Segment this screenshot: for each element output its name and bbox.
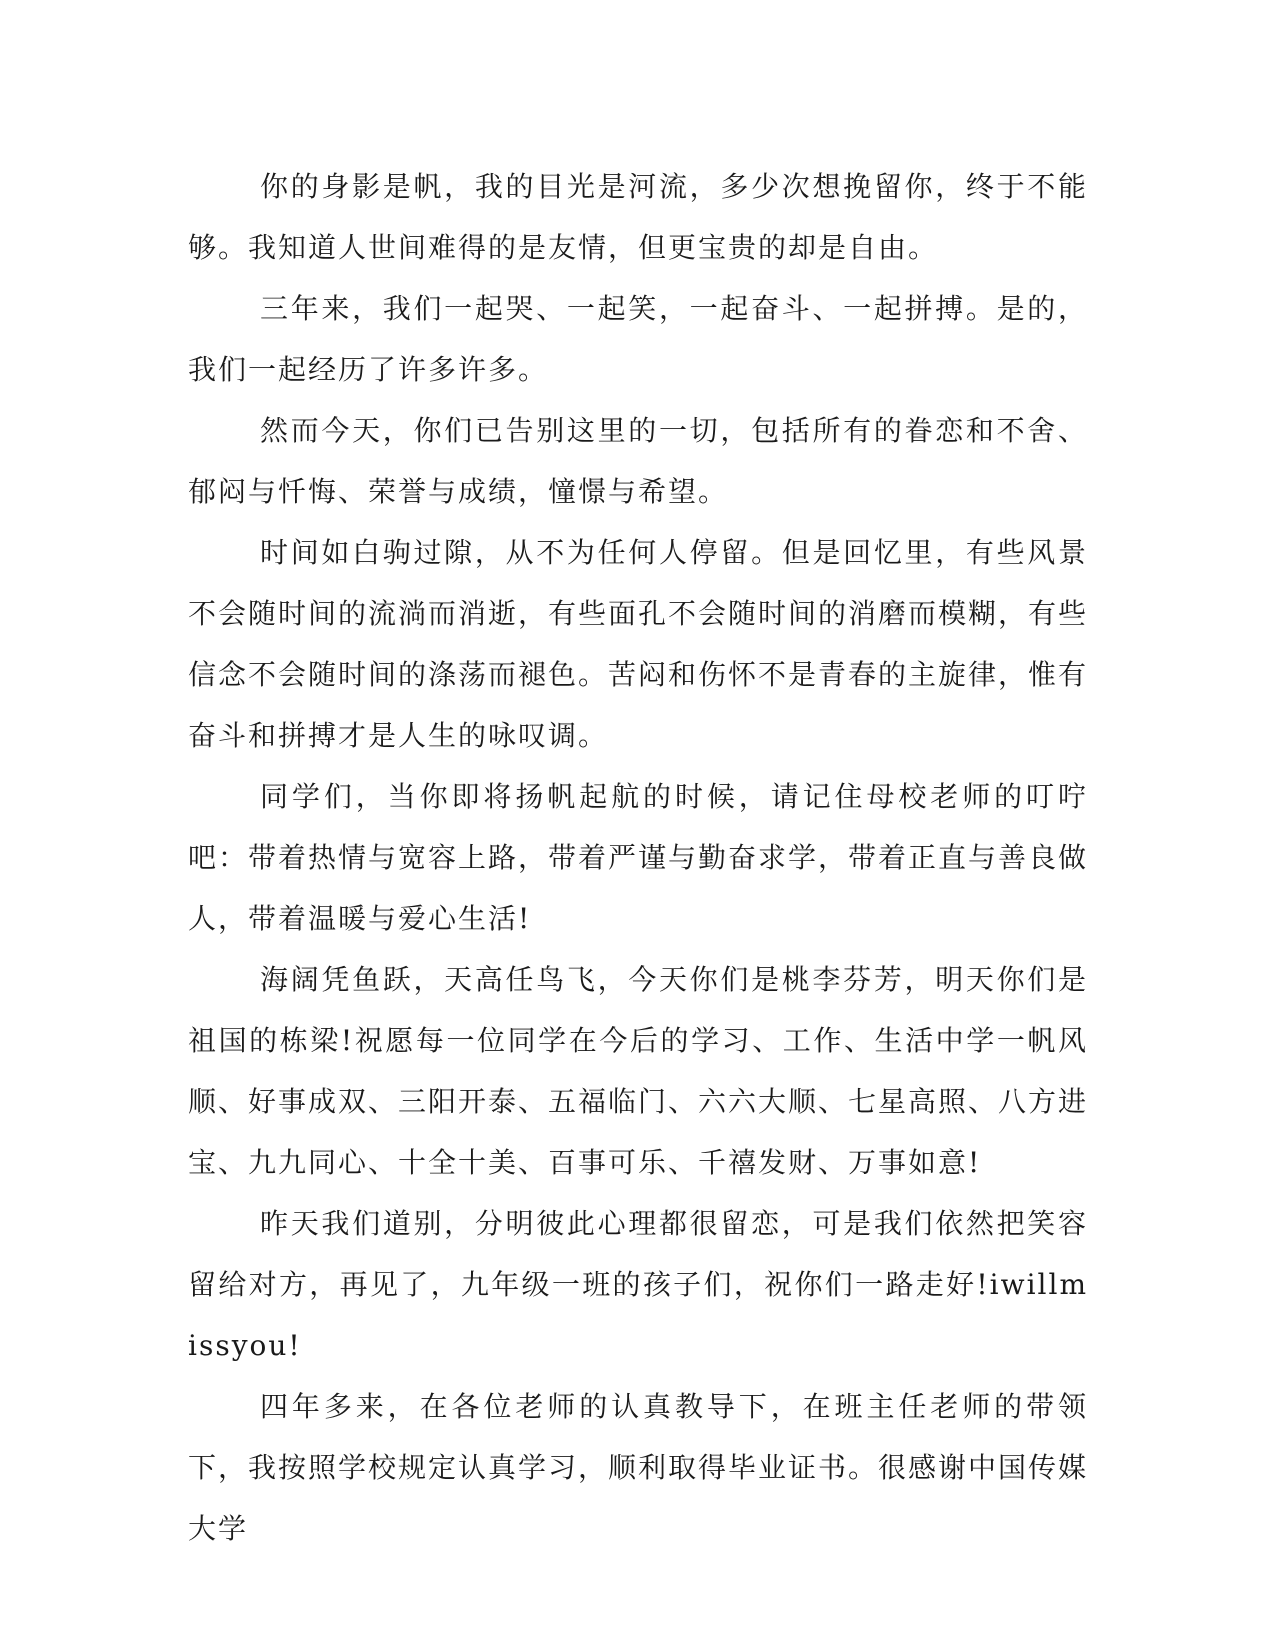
paragraph-3: 然而今天，你们已告别这里的一切，包括所有的眷恋和不舍、郁闷与忏悔、荣誉与成绩，憧憬与希望。 xyxy=(188,414,1088,508)
paragraph-6: 海阔凭鱼跃，天高任鸟飞，今天你们是桃李芬芳，明天你们是祖国的栋梁!祝愿每一位同学在今后的学习、工作、生活中学一帆风顺、好事成双、三阳开泰、五福临门、六六大顺、七星高照、八方进宝、九九同心、十全十美、百事可乐、千禧发财、万事如意! xyxy=(188,963,1089,1179)
paragraph-7: 昨天我们道别，分明彼此心理都很留恋，可是我们依然把笑容留给对方，再见了，九年级一班的孩子们，祝你们一路走好!iwillmissyou! xyxy=(188,1207,1088,1362)
paragraph-5: 同学们，当你即将扬帆起航的时候，请记住母校老师的叮咛吧：带着热情与宽容上路，带着严谨与勤奋求学，带着正直与善良做人，带着温暖与爱心生活! xyxy=(188,780,1089,935)
paragraph-4: 时间如白驹过隙，从不为任何人停留。但是回忆里，有些风景不会随时间的流淌而消逝，有些面孔不会随时间的消磨而模糊，有些信念不会随时间的涤荡而褪色。苦闷和伤怀不是青春的主旋律，惟有奋斗和拼搏才是人生的咏叹调。 xyxy=(188,536,1089,752)
document-body xyxy=(188,156,1088,1559)
paragraph-2: 三年来，我们一起哭、一起笑，一起奋斗、一起拼搏。是的，我们一起经历了许多许多。 xyxy=(188,292,1088,386)
paragraph-1: 你的身影是帆，我的目光是河流，多少次想挽留你，终于不能够。我知道人世间难得的是友情，但更宝贵的却是自由。 xyxy=(188,170,1088,264)
paragraph-8: 四年多来，在各位老师的认真教导下，在班主任老师的带领下，我按照学校规定认真学习，顺利取得毕业证书。很感谢中国传媒大学 xyxy=(188,1390,1089,1545)
